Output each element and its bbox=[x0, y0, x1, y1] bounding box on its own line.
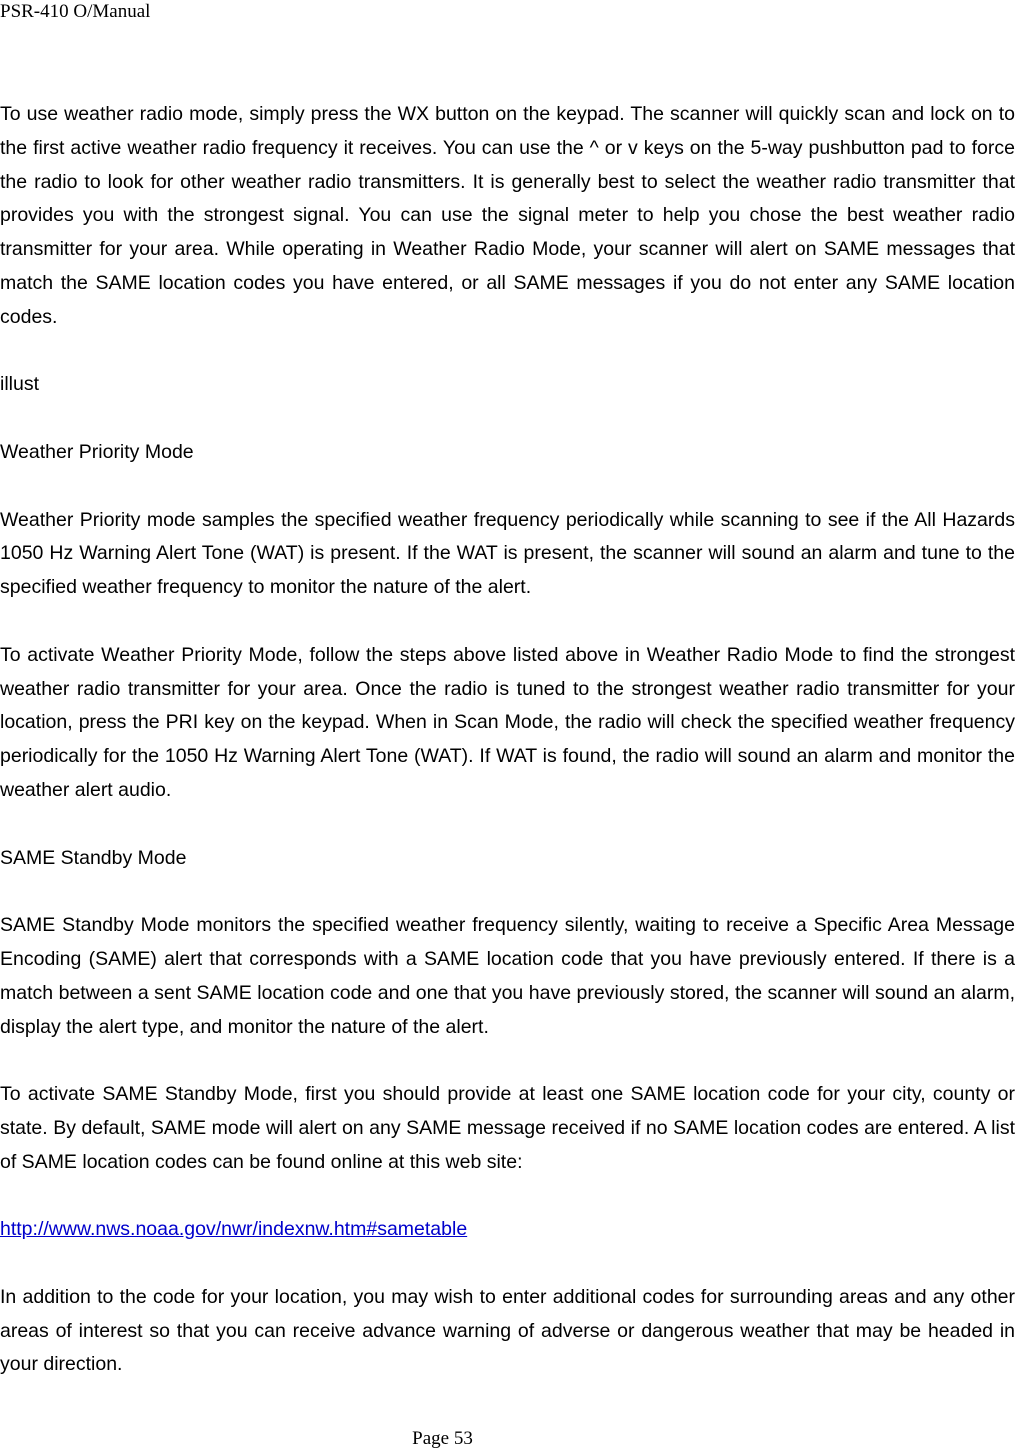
additional-codes-paragraph: In addition to the code for your location, you may wish to enter additional codes for surrounding areas and any other areas of interest so that you can receive advance warning of adverse or dangerous weather that may be headed in your direction. bbox=[0, 1285, 1015, 1376]
page-number: Page 53 bbox=[412, 1428, 473, 1449]
document-body bbox=[0, 98, 1015, 1382]
weather-radio-paragraph: To use weather radio mode, simply press the WX button on the keypad. The scanner will quickly scan and lock on to the first active weather radio frequency it receives. You can use the ^ or v keys on the 5-way pushbutton pad to force the radio to look for other weather radio transmitters. It is generally best to select the weather radio transmitter that provides you with the strongest signal. You can use the signal meter to help you chose the best weather radio transmitter for your area. While operating in Weather Radio Mode, your scanner will alert on SAME messages that match the SAME location codes you have entered, or all SAME messages if you do not enter any SAME location codes. bbox=[0, 103, 1015, 328]
same-standby-description: SAME Standby Mode monitors the specified weather frequency silently, waiting to receive a Specific Area Message Encoding (SAME) alert that corresponds with a SAME location code that you have previously entered. If there is a match between a sent SAME location code and one that you have previously stored, the scanner will sound an alarm, display the alert type, and monitor the nature of the alert. bbox=[0, 914, 1015, 1038]
same-codes-link-paragraph bbox=[0, 1213, 1015, 1247]
illustration-placeholder: illust bbox=[0, 373, 40, 396]
same-standby-heading: SAME Standby Mode bbox=[0, 846, 187, 869]
weather-priority-activation: To activate Weather Priority Mode, follow the steps above listed above in Weather Radio Mode to find the strongest weather radio transmitter for your area. Once the radio is tuned to the strongest weather radio transmitter for your location, press the PRI key on the keypad. When in Scan Mode, the radio will check the specified weather frequency periodically for the 1050 Hz Warning Alert Tone (WAT). If WAT is found, the radio will sound an alarm and monitor the weather alert audio. bbox=[0, 643, 1015, 801]
weather-priority-heading: Weather Priority Mode bbox=[0, 440, 194, 463]
page-header: PSR-410 O/Manual bbox=[0, 1, 151, 22]
same-standby-activation: To activate SAME Standby Mode, first you should provide at least one SAME location code for your city, county or state. By default, SAME mode will alert on any SAME message received if no SAME location codes are entered. A list of SAME location codes can be found online at this web site: bbox=[0, 1083, 1015, 1173]
weather-priority-description: Weather Priority mode samples the specified weather frequency periodically while scanning to see if the All Hazards 1050 Hz Warning Alert Tone (WAT) is present. If the WAT is present, the scanner will sound an alarm and tune to the specified weather frequency to monitor the nature of the alert. bbox=[0, 508, 1015, 599]
same-codes-link[interactable]: http://www.nws.noaa.gov/nwr/indexnw.htm#sametable bbox=[0, 1218, 468, 1241]
